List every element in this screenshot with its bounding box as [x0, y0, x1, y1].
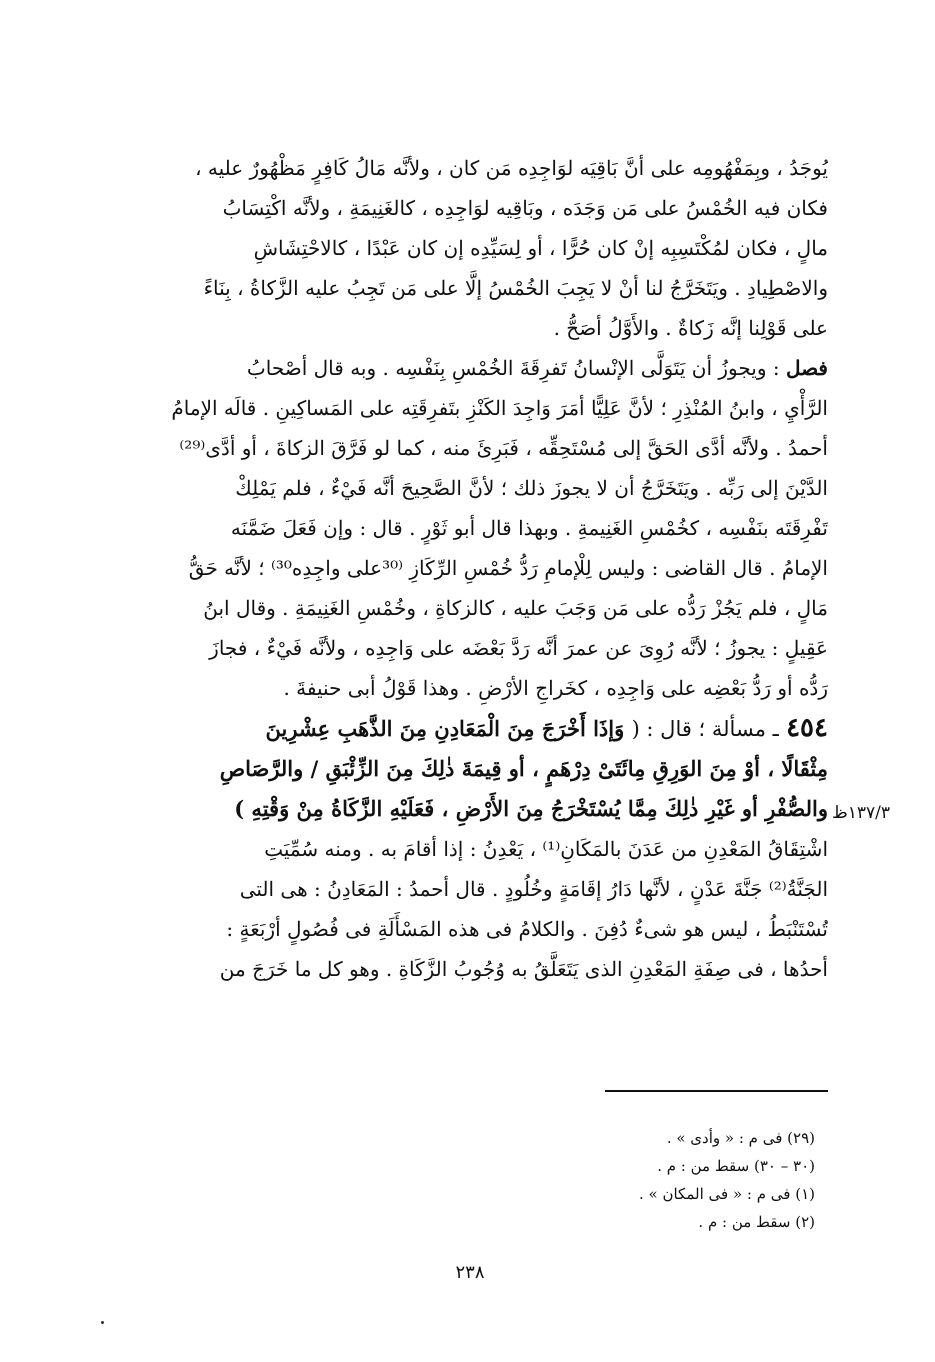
text-line: يُوجَدُ ، وبِمَفْهُومِه على أنَّ بَاقِيَه لوَاجِدِه مَن كان ، ولأنَّه مَالُ كَافِرٍ مَظْهُورٌ عليه ،: [195, 156, 828, 180]
footnote: (١) فى م : « فى المكان » .: [638, 1185, 815, 1203]
fasl-label: فصل: [785, 356, 828, 380]
masala-number: ٤٥٤: [786, 713, 828, 743]
masala-text-line: مِثْقَالًا ، أوْ مِنَ الوَرِقِ مِائَتَىْ دِرْهَمٍ ، أو قِيمَةَ ذٰلِكَ مِنَ الزِّئْبَقِ / والرَّصَاصِ: [219, 756, 828, 781]
text-line: فكان فيه الخُمْسُ على مَن وَجَدَه ، وبَاقِيه لوَاجِدِه ، كالغَنِيمَةِ ، ولأنَّه اكْتِسَابُ: [222, 196, 828, 220]
text-line: الرَّأْيِ ، وابنُ المُنْذِرِ ؛ لأنَّ عَلِيًّا أمَرَ وَاجِدَ الكَنْزِ بتَفرِقَتِه على المَساكِينِ . قالَه الإمامُ: [171, 396, 828, 420]
text-line: أحدُها ، فى صِفَةِ المَعْدِنِ الذى يَتَعَلَّقُ به وُجُوبُ الزَّكَاةِ . وهو كل ما خَرَجَ من: [219, 957, 828, 981]
text-line: والاصْطِيادِ . ويَتَخَرَّجُ لنا أنْ لا يَجِبَ الخُمْسُ إلَّا على مَن تَجِبُ عليه الزَّكاةُ ، بِنَاءً: [203, 276, 828, 300]
text-line: عَقِيلٍ : يجوزُ ؛ لأنَّه رُوِىَ عن عمرَ أنَّه رَدَّ بَعْضَه على وَاجِدِه ، ولأنَّه فَيْءٌ ، فجازَ: [209, 636, 828, 660]
text-line: مَالٍ ، فلم يَجُزْ رَدُّه على مَن وَجَبَ عليه ، كالزكاةِ ، وخُمْسِ الغَنِيمَةِ . وقال ابنُ: [203, 596, 828, 620]
fasl-first-line: [150, 348, 828, 388]
text-line: الإمامُ . قال القاضى : وليس لِلْإمامِ رَدُّ خُمْسِ الرِّكَازِ ⁽³⁰على واجِدِه³⁰⁾ ؛ لأنَّه حَقُّ: [188, 556, 828, 580]
masala-heading-line: [150, 708, 828, 749]
footnote: (٢) سقط من : م .: [698, 1213, 815, 1231]
footnote-divider: [605, 1090, 828, 1092]
footnote: (٢٩) فى م : « وأدى » .: [666, 1129, 815, 1147]
text-line: اشْتِقَاقُ المَعْدِنِ من عَدَنَ بالمَكَانِ⁽¹⁾ ، يَعْدِنُ : إذا أقامَ به . ومنه سُمِّيَتِ: [264, 837, 828, 861]
scan-speck: [101, 1321, 104, 1324]
text-line: الدَّيْنَ إلى رَبِّه . ويَتَخَرَّجُ أن لا يجوزَ ذلك ؛ لأنَّ الصَّحِيحَ أنَّه فَيْءٌ ، فلم يَمْلِكْ: [235, 476, 828, 500]
text-line: رَدُّه أو رَدُّ بَعْضِه على وَاجِدِه ، كخَراجِ الأرْضِ . وهذا قَوْلُ أبى حنيفةَ .: [283, 676, 828, 700]
manuscript-folio-reference: ١٣٧/٣ظ: [832, 803, 890, 823]
text-line: على قَوْلِنا إنَّه زَكاةٌ . والأَوَّلُ أصَحُّ .: [553, 316, 828, 340]
text-line: الجَنَّةُ⁽²⁾ جَنَّةَ عَدْنٍ ، لأنَّها دَارُ إقَامَةٍ وخُلُودٍ . قال أحمدُ : المَعَادِنُ : هى التى: [239, 877, 828, 901]
text-line: تُسْتَنْبَطُ ، ليس هو شىءٌ دُفِنَ . والكلامُ فى هذه المَسْأَلَةِ فى فُصُولٍ أرْبَعَةٍ :: [226, 917, 828, 941]
footnotes: [500, 1124, 815, 1236]
masala-text: وَإذَا أَخْرَجَ مِنَ الْمَعَادِنِ مِنَ الذَّهَبِ عِشْرِينَ: [265, 716, 625, 741]
masala-intro: ـ مسألة ؛ قال : (: [631, 717, 779, 741]
main-text: [150, 148, 828, 989]
text-line: مالٍ ، فكان لمُكْتَسِبِه إنْ كان حُرًّا ، أو لِسَيِّدِه إن كان عَبْدًا ، كالاحْتِشَاشِ: [253, 236, 828, 260]
text-line: تَفْرِقَتَه بنَفْسِه ، كخُمْسِ الغَنِيمةِ . وبهذا قال أبو ثَوْرٍ . قال : وإن فَعَلَ ضَمَّنَه: [230, 516, 828, 540]
fasl-first-line-text: : ويجوزُ أن يَتَوَلَّى الإنْسانُ تَفرِقَةَ الخُمْسِ بِنَفْسِه . وبه قال أصْحابُ: [246, 356, 780, 380]
page-number: ٢٣٨: [455, 1262, 485, 1283]
masala-text-line: والصُّفْرِ أو غَيْرِ ذٰلِكَ مِمَّا يُسْتَخْرَجُ مِنَ الأَرْضِ ، فَعَلَيْهِ الزَّكَاةُ مِنْ وَقْتِهِ ): [234, 796, 828, 821]
footnote: (٣٠ – ٣٠) سقط من : م .: [657, 1157, 815, 1175]
text-line: أحمدُ . ولأنَّه أدَّى الحَقَّ إلى مُسْتَحِقِّه ، فَبَرِئَ منه ، كما لو فَرَّقَ الزكاةَ ، أو أدَّى⁽²⁹⁾: [179, 436, 828, 460]
